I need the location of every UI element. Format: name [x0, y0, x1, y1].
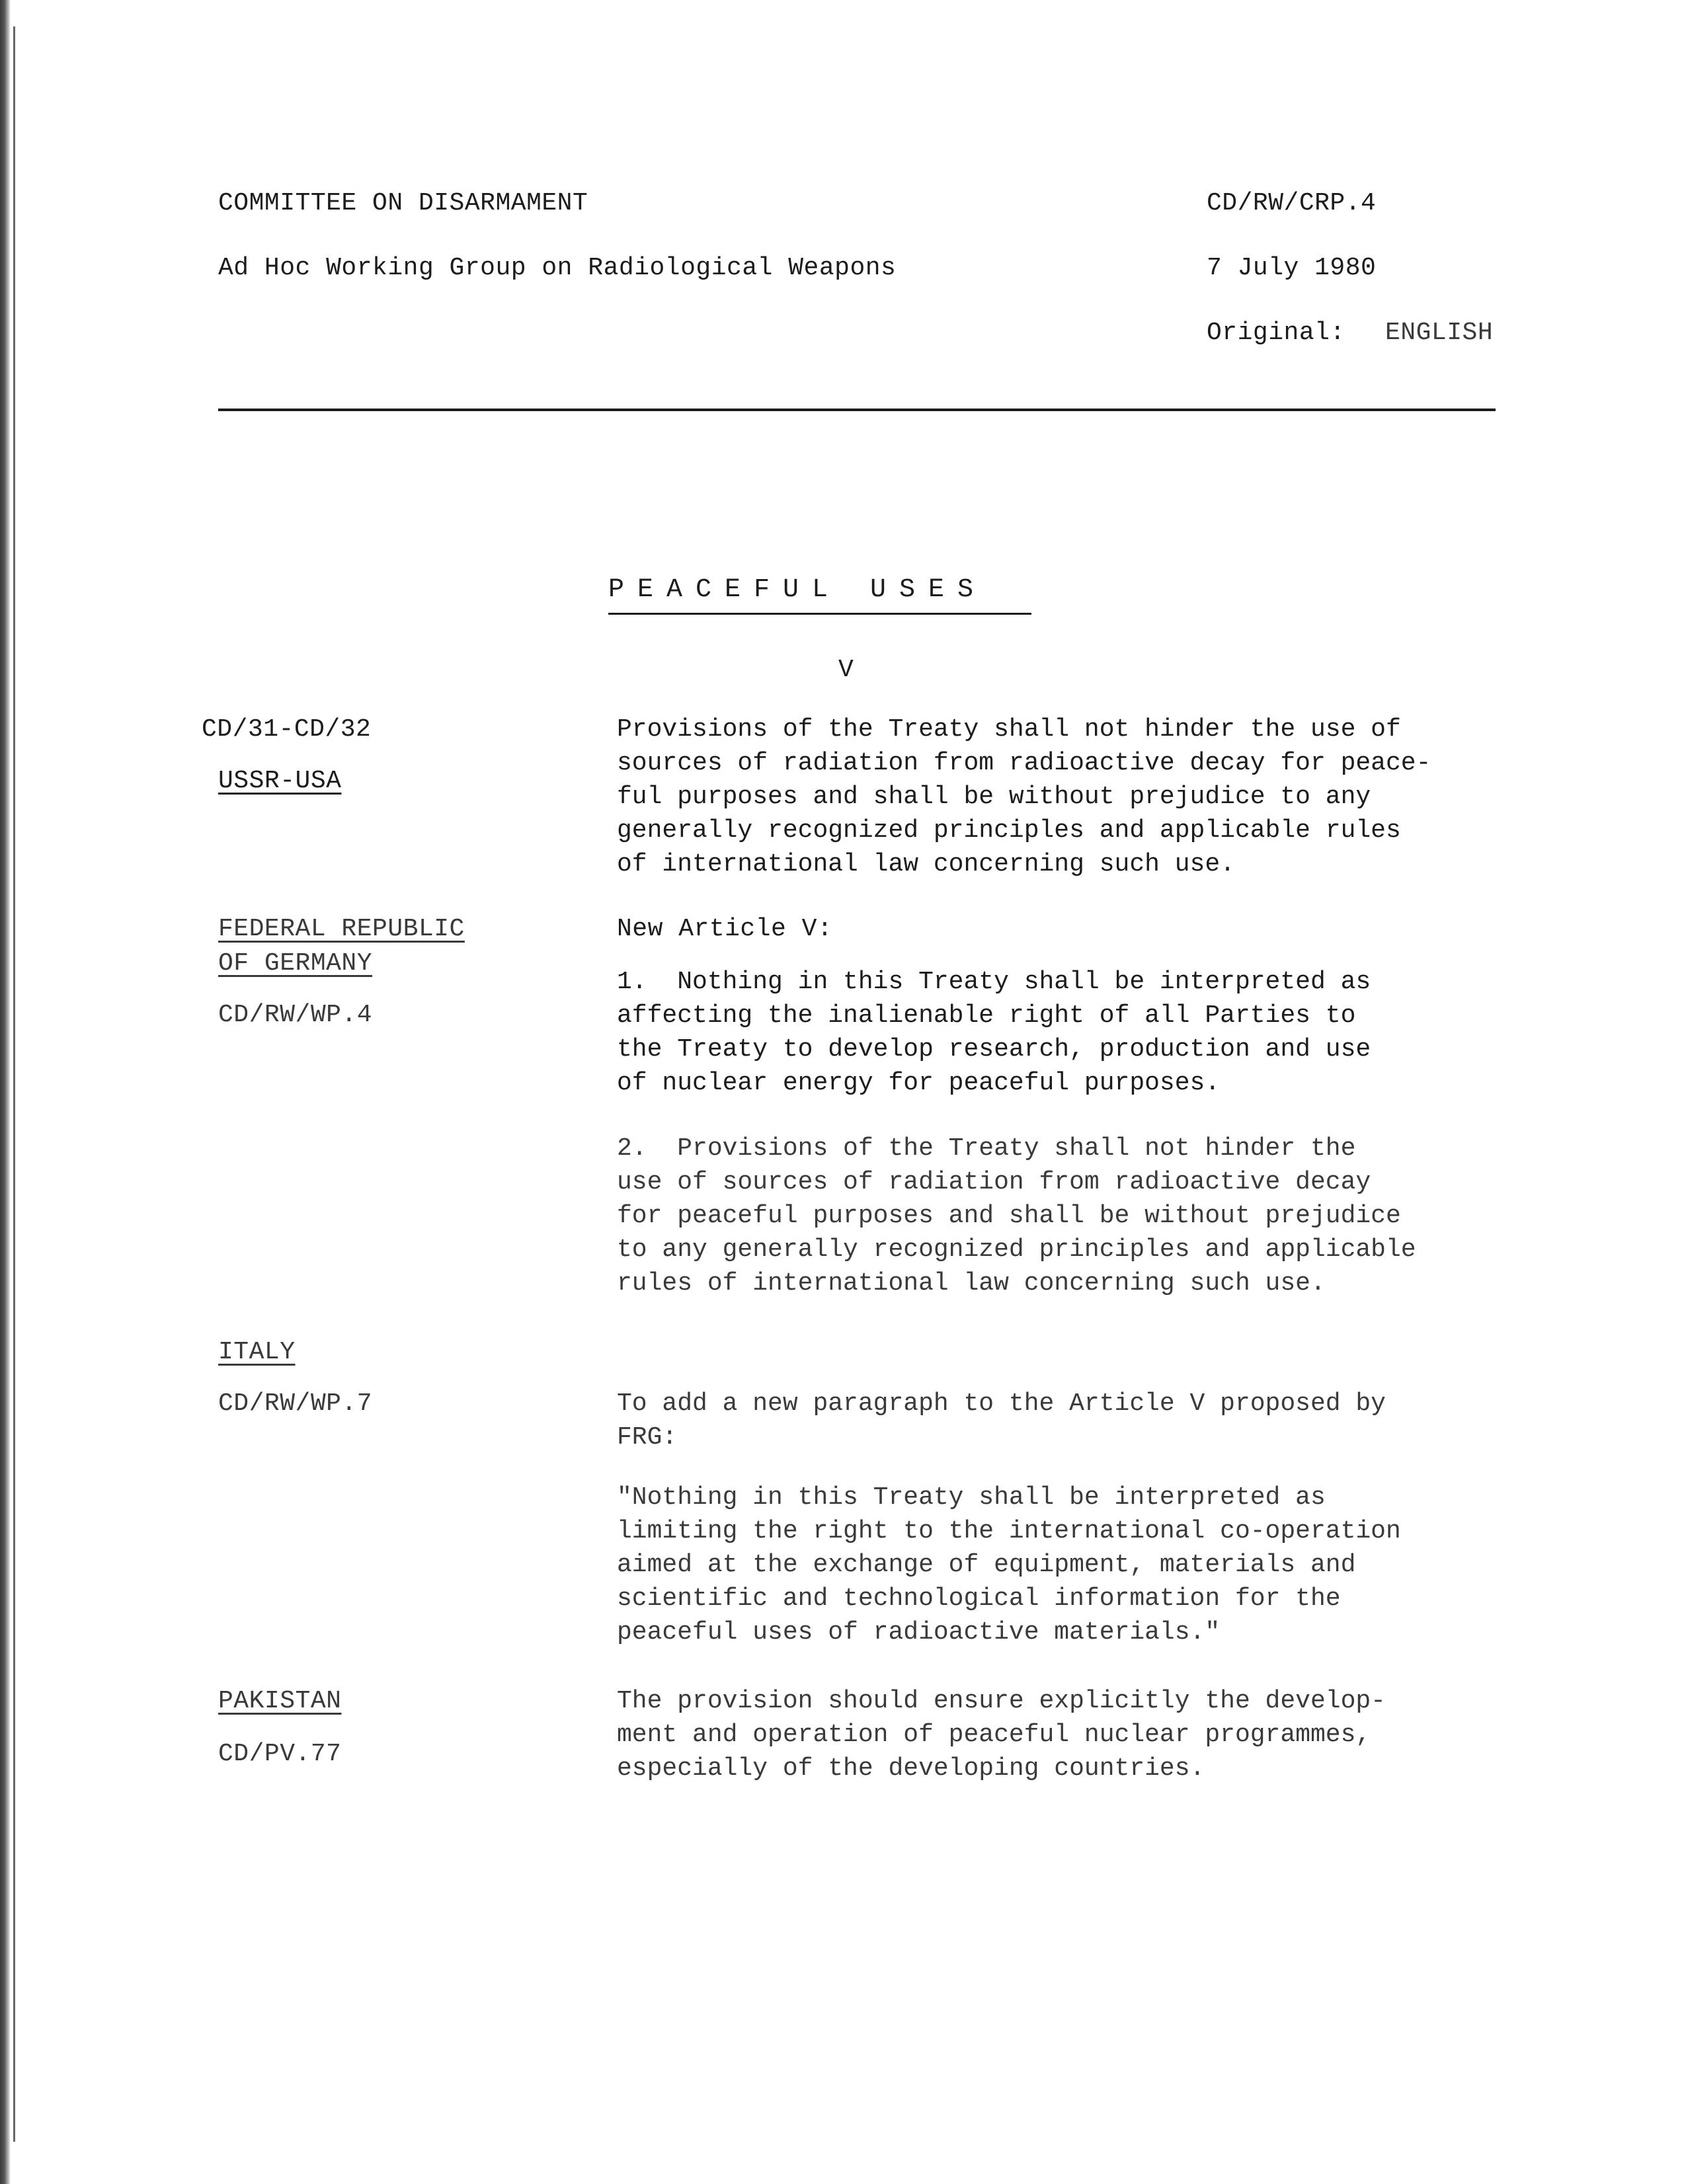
- section-ref: CD/31-CD/32: [202, 715, 372, 744]
- section-paragraph: To add a new paragraph to the Article V proposed by FRG:: [617, 1389, 1386, 1452]
- scan-edge-shadow: [0, 0, 11, 2184]
- title-underline: [608, 613, 1031, 615]
- section-ref: CD/PV.77: [218, 1740, 342, 1768]
- document-date: 7 July 1980: [1207, 254, 1377, 282]
- section-paragraph: Provisions of the Treaty shall not hinder the use of sources of radiation from radioactive decay for peace- ful purposes and shall be without prejudice to any generally recognized principles and applicable rules of international law concerning such use.: [617, 715, 1431, 878]
- section-paragraph: 1. Nothing in this Treaty shall be interpreted as affecting the inalienable right of all Parties to the Treaty to develop research, production and use of nuclear energy for peaceful purposes.: [617, 968, 1371, 1097]
- header-rule: [218, 409, 1496, 411]
- document-symbol: CD/RW/CRP.4: [1207, 189, 1377, 217]
- original-language-value: ENGLISH: [1385, 319, 1494, 347]
- section-ref: CD/RW/WP.7: [218, 1389, 373, 1418]
- section-source: FEDERAL REPUBLIC: [218, 915, 465, 943]
- section-source: USSR-USA: [218, 767, 342, 795]
- section-source: OF GERMANY: [218, 949, 373, 978]
- section-ref: CD/RW/WP.4: [218, 1001, 373, 1029]
- section-paragraph: The provision should ensure explicitly the develop- ment and operation of peaceful nuclear programmes, especially of the developing countries.: [617, 1687, 1386, 1783]
- page-title: PEACEFUL USES: [608, 575, 987, 605]
- article-numeral: V: [838, 656, 854, 684]
- section-source: ITALY: [218, 1338, 296, 1366]
- working-group-name: Ad Hoc Working Group on Radiological Weapons: [218, 254, 897, 282]
- section-paragraph: 2. Provisions of the Treaty shall not hinder the use of sources of radiation from radioactive decay for peaceful purposes and shall be without prejudice to any generally recognized principles and applicable rules of international law concerning such use.: [617, 1134, 1416, 1298]
- scan-edge-line: [13, 26, 15, 2142]
- article-heading: New Article V:: [617, 915, 833, 943]
- original-language-label: Original:: [1207, 319, 1345, 347]
- section-paragraph: "Nothing in this Treaty shall be interpreted as limiting the right to the international co-operation aimed at the exchange of equipment, materials and scientific and technological information for the peaceful uses of radioactive materials.": [617, 1483, 1401, 1647]
- section-source: PAKISTAN: [218, 1687, 342, 1715]
- committee-name: COMMITTEE ON DISARMAMENT: [218, 189, 588, 217]
